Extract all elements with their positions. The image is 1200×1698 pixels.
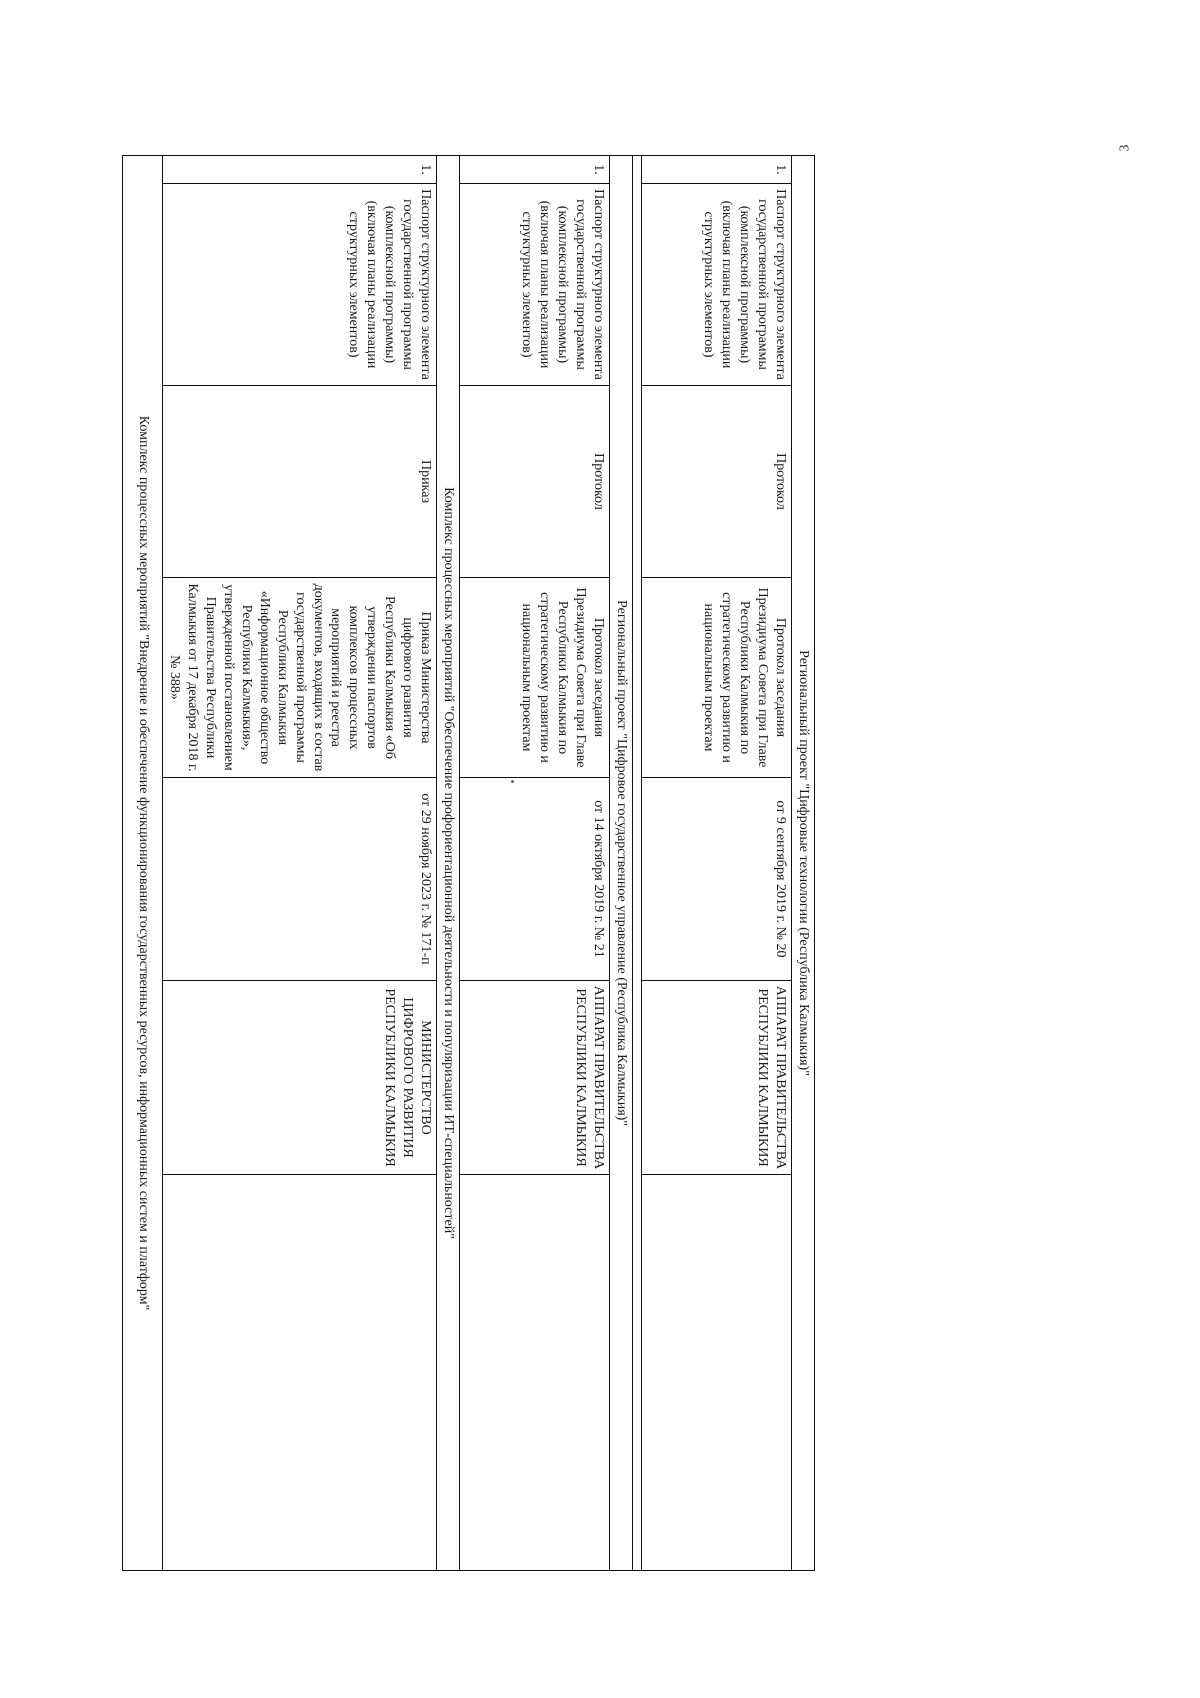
date-cell: от 14 октября 2019 г. № 21 xyxy=(460,778,610,981)
table-row xyxy=(163,156,437,1571)
documents-table xyxy=(122,155,815,1571)
name-cell: Протокол заседания Президиума Совета при Главе Республики Калмыкия по стратегическому развитию и национальным проектам xyxy=(642,578,792,778)
section-title: Комплекс процессных мероприятий "Обеспечение профориентационной деятельности и популяризации ИТ-специальностей" xyxy=(437,156,460,1571)
section-header-row xyxy=(123,156,163,1571)
document-cell: Паспорт структурного элемента государственной программы (комплексной программы) (включая планы реализации структурных элементов) xyxy=(642,184,792,386)
date-cell: от 29 ноября 2023 г. № 171-п xyxy=(163,778,437,981)
extra-cell xyxy=(163,1175,437,1571)
extra-cell xyxy=(642,1175,792,1571)
rotated-table-container xyxy=(125,155,815,1570)
extra-cell xyxy=(460,1175,610,1571)
row-number: 1. xyxy=(460,156,610,184)
type-cell: Протокол xyxy=(460,386,610,578)
row-number: 1. xyxy=(163,156,437,184)
type-cell: Приказ xyxy=(163,386,437,578)
table-row xyxy=(460,156,610,1571)
section-title: Региональный проект "Цифровые технологии (Республика Калмыкия)" xyxy=(792,156,815,1571)
table-row xyxy=(642,156,792,1571)
authority-cell: АППАРАТ ПРАВИТЕЛЬСТВА РЕСПУБЛИКИ КАЛМЫКИЯ xyxy=(642,981,792,1175)
section-title: Региональный проект "Цифровое государственное управление (Республика Калмыкия)" xyxy=(610,156,633,1571)
authority-cell: АППАРАТ ПРАВИТЕЛЬСТВА РЕСПУБЛИКИ КАЛМЫКИЯ xyxy=(460,981,610,1175)
document-cell: Паспорт структурного элемента государственной программы (комплексной программы) (включая планы реализации структурных элементов) xyxy=(460,184,610,386)
section-title: Комплекс процессных мероприятий "Внедрение и обеспечение функционирования государственных ресурсов, информационных систем и платформ" xyxy=(123,156,163,1571)
gap-row xyxy=(633,156,642,1571)
document-cell: Паспорт структурного элемента государственной программы (комплексной программы) (включая планы реализации структурных элементов) xyxy=(163,184,437,386)
name-cell: Приказ Министерства цифрового развития Республики Калмыкия «Об утверждении паспортов комплексов процессных мероприятий и реестра документов, входящих в состав государственной программы Республики Калмыкия «Информационное общество Республики Калмыкия», утвержденной постановлением Правительства Республики Калмыкия от 17 декабря 2018 г. № 388» xyxy=(163,578,437,778)
page-number: 3 xyxy=(1117,144,1133,152)
name-cell: Протокол заседания Президиума Совета при Главе Республики Калмыкия по стратегическому развитию и национальным проектам xyxy=(460,578,610,778)
section-header-row xyxy=(792,156,815,1571)
type-cell: Протокол xyxy=(642,386,792,578)
section-header-row xyxy=(610,156,633,1571)
date-cell: от 9 сентября 2019 г. № 20 xyxy=(642,778,792,981)
row-number: 1. xyxy=(642,156,792,184)
section-header-row xyxy=(437,156,460,1571)
authority-cell: МИНИСТЕРСТВО ЦИФРОВОГО РАЗВИТИЯ РЕСПУБЛИКИ КАЛМЫКИЯ xyxy=(163,981,437,1175)
